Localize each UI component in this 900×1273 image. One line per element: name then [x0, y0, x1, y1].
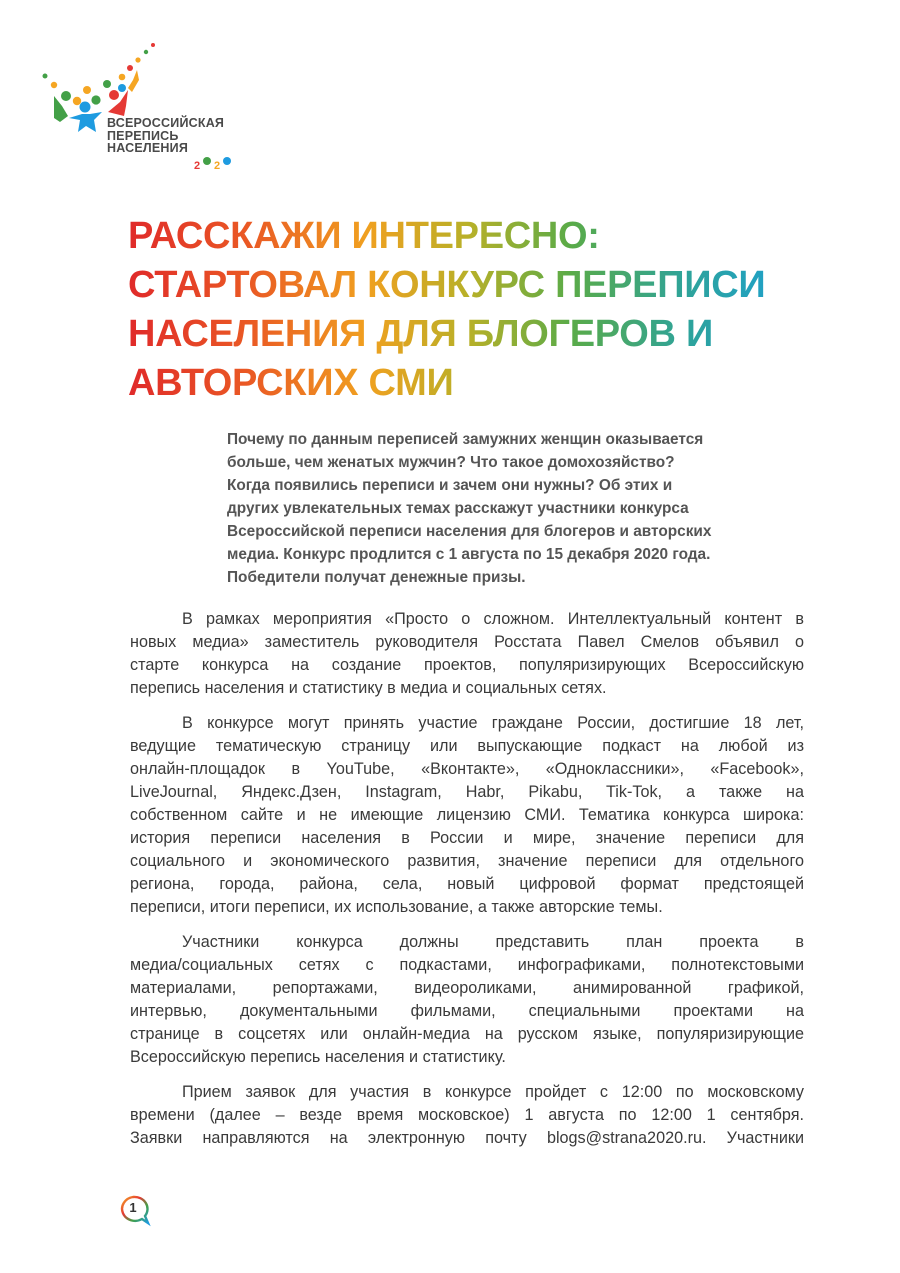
lead-line: других увлекательных темах расскажут участники конкурса — [227, 500, 689, 517]
text-line: Всероссийскую перепись населения и статистику. — [130, 1048, 506, 1066]
lead-line: Победители получат денежные призы. — [227, 569, 526, 586]
lead-line: Почему по данным переписей замужних женщин оказывается — [227, 431, 704, 448]
text-line: история переписи населения в России и мире, значение переписи для — [130, 829, 804, 847]
text-line: новых медиа» заместитель руководителя Росстата Павел Смелов объявил о — [130, 633, 804, 651]
text-line: перепись населения и статистику в медиа и социальных сетях. — [130, 679, 607, 697]
text-line: странице в соцсетях или онлайн-медиа на русском языке, популяризирующие — [130, 1025, 804, 1043]
paragraph-applications — [130, 1081, 804, 1150]
svg-text:2: 2 — [194, 160, 201, 172]
title-line: АВТОРСКИХ СМИ — [128, 362, 454, 404]
lead-line: Всероссийской переписи населения для блогеров и авторских — [227, 523, 712, 540]
logo-line-1: ВСЕРОССИЙСКАЯ — [107, 116, 225, 130]
text-line: интервью, документальными фильмами, специальными проектами на — [130, 1002, 804, 1020]
article-title — [128, 212, 808, 408]
paragraph-eligibility — [130, 712, 804, 919]
logo-line-3: НАСЕЛЕНИЯ — [107, 141, 189, 155]
text-line: онлайн-площадок в YouTube, «Вконтакте», «Одноклассники», «Facebook», — [130, 760, 804, 778]
text-line: Участники конкурса должны представить план проекта в — [182, 933, 804, 951]
logo-text — [107, 117, 224, 155]
svg-text:2: 2 — [214, 160, 221, 172]
text-line: региона, города, района, села, новый цифровой формат предстоящей — [130, 875, 804, 893]
title-line: СТАРТОВАЛ КОНКУРС ПЕРЕПИСИ — [128, 264, 766, 306]
text-line: времени (далее – везде время московское) 1 августа по 12:00 1 сентября. — [130, 1106, 804, 1124]
text-line: LiveJournal, Яндекс.Дзен, Instagram, Habr, Pikabu, Tik-Tok, а также на — [130, 783, 804, 801]
paragraph-requirements — [130, 931, 804, 1069]
text-line: медиа/социальных сетях с подкастами, инфографиками, полнотекстовыми — [130, 956, 804, 974]
text-line: ведущие тематическую страницу или выпускающие подкаст на любой из — [130, 737, 804, 755]
page-number: 1 — [129, 1200, 137, 1215]
text-line: старте конкурса на создание проектов, популяризирующих Всероссийскую — [130, 656, 804, 674]
text-line: материалами, репортажами, видеороликами, анимированной графикой, — [130, 979, 804, 997]
paragraph-announcement — [130, 608, 804, 700]
lead-line: Когда появились переписи и зачем они нужны? Об этих и — [227, 477, 673, 494]
text-line: социального и экономического развития, значение переписи для отдельного — [130, 852, 804, 870]
article-body — [130, 608, 804, 1162]
text-line: В конкурсе могут принять участие граждане России, достигшие 18 лет, — [182, 714, 804, 732]
page-number-badge — [118, 1195, 154, 1227]
lead-line: больше, чем женатых мужчин? Что такое домохозяйство? — [227, 454, 675, 471]
text-line: собственном сайте и не имеющие лицензию СМИ. Тематика конкурса широка: — [130, 806, 804, 824]
article-lead — [227, 428, 807, 589]
text-line: В рамках мероприятия «Просто о сложном. Интеллектуальный контент в — [182, 610, 804, 628]
census-logo — [40, 40, 240, 180]
title-line: НАСЕЛЕНИЯ ДЛЯ БЛОГЕРОВ И — [128, 313, 713, 355]
text-line: переписи, итоги переписи, их использование, а также авторские темы. — [130, 898, 663, 916]
lead-line: медиа. Конкурс продлится с 1 августа по 15 декабря 2020 года. — [227, 546, 711, 563]
census-figures-icon — [40, 40, 240, 180]
text-line: Заявки направляются на электронную почту blogs@strana2020.ru. Участники — [130, 1129, 804, 1147]
text-line: Прием заявок для участия в конкурсе пройдет с 12:00 по московскому — [182, 1083, 804, 1101]
logo-line-2: ПЕРЕПИСЬ — [107, 128, 179, 143]
title-line: РАССКАЖИ ИНТЕРЕСНО: — [128, 215, 600, 257]
